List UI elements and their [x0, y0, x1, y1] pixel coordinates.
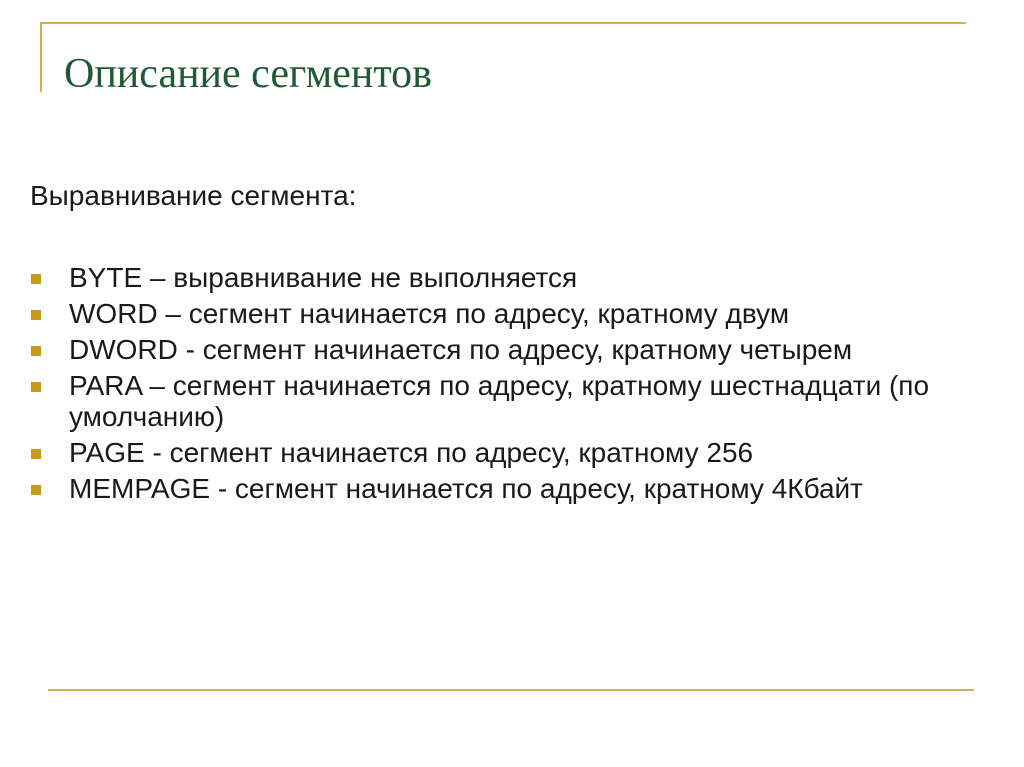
bullet-item-para	[30, 370, 1000, 432]
subheading: Выравнивание сегмента:	[30, 180, 357, 211]
square-bullet-icon	[31, 485, 41, 495]
square-bullet-icon	[31, 310, 41, 320]
bullet-item-dword	[30, 334, 1000, 365]
square-bullet-icon	[31, 449, 41, 459]
square-bullet-icon	[31, 382, 41, 392]
bullet-text: PAGE - сегмент начинается по адресу, кратному 256	[69, 437, 754, 468]
bullet-list	[30, 262, 1000, 509]
bullet-text: PARA – сегмент начинается по адресу, кратному шестнадцати (по умолчанию)	[69, 370, 930, 432]
left-divider	[40, 22, 42, 92]
bullet-text: WORD – сегмент начинается по адресу, кратному двум	[69, 298, 790, 329]
slide-title: Описание сегментов	[64, 51, 432, 97]
bullet-item-word	[30, 298, 1000, 329]
bullet-text: DWORD - сегмент начинается по адресу, кратному четырем	[69, 334, 853, 365]
bullet-text: MEMPAGE - сегмент начинается по адресу, кратному 4Кбайт	[69, 473, 864, 504]
top-divider	[40, 22, 966, 24]
bottom-divider	[48, 689, 974, 691]
square-bullet-icon	[31, 274, 41, 284]
bullet-item-mempage	[30, 473, 1000, 504]
bullet-item-byte	[30, 262, 1000, 293]
bullet-text: BYTE – выравнивание не выполняется	[69, 262, 578, 293]
square-bullet-icon	[31, 346, 41, 356]
bullet-item-page	[30, 437, 1000, 468]
